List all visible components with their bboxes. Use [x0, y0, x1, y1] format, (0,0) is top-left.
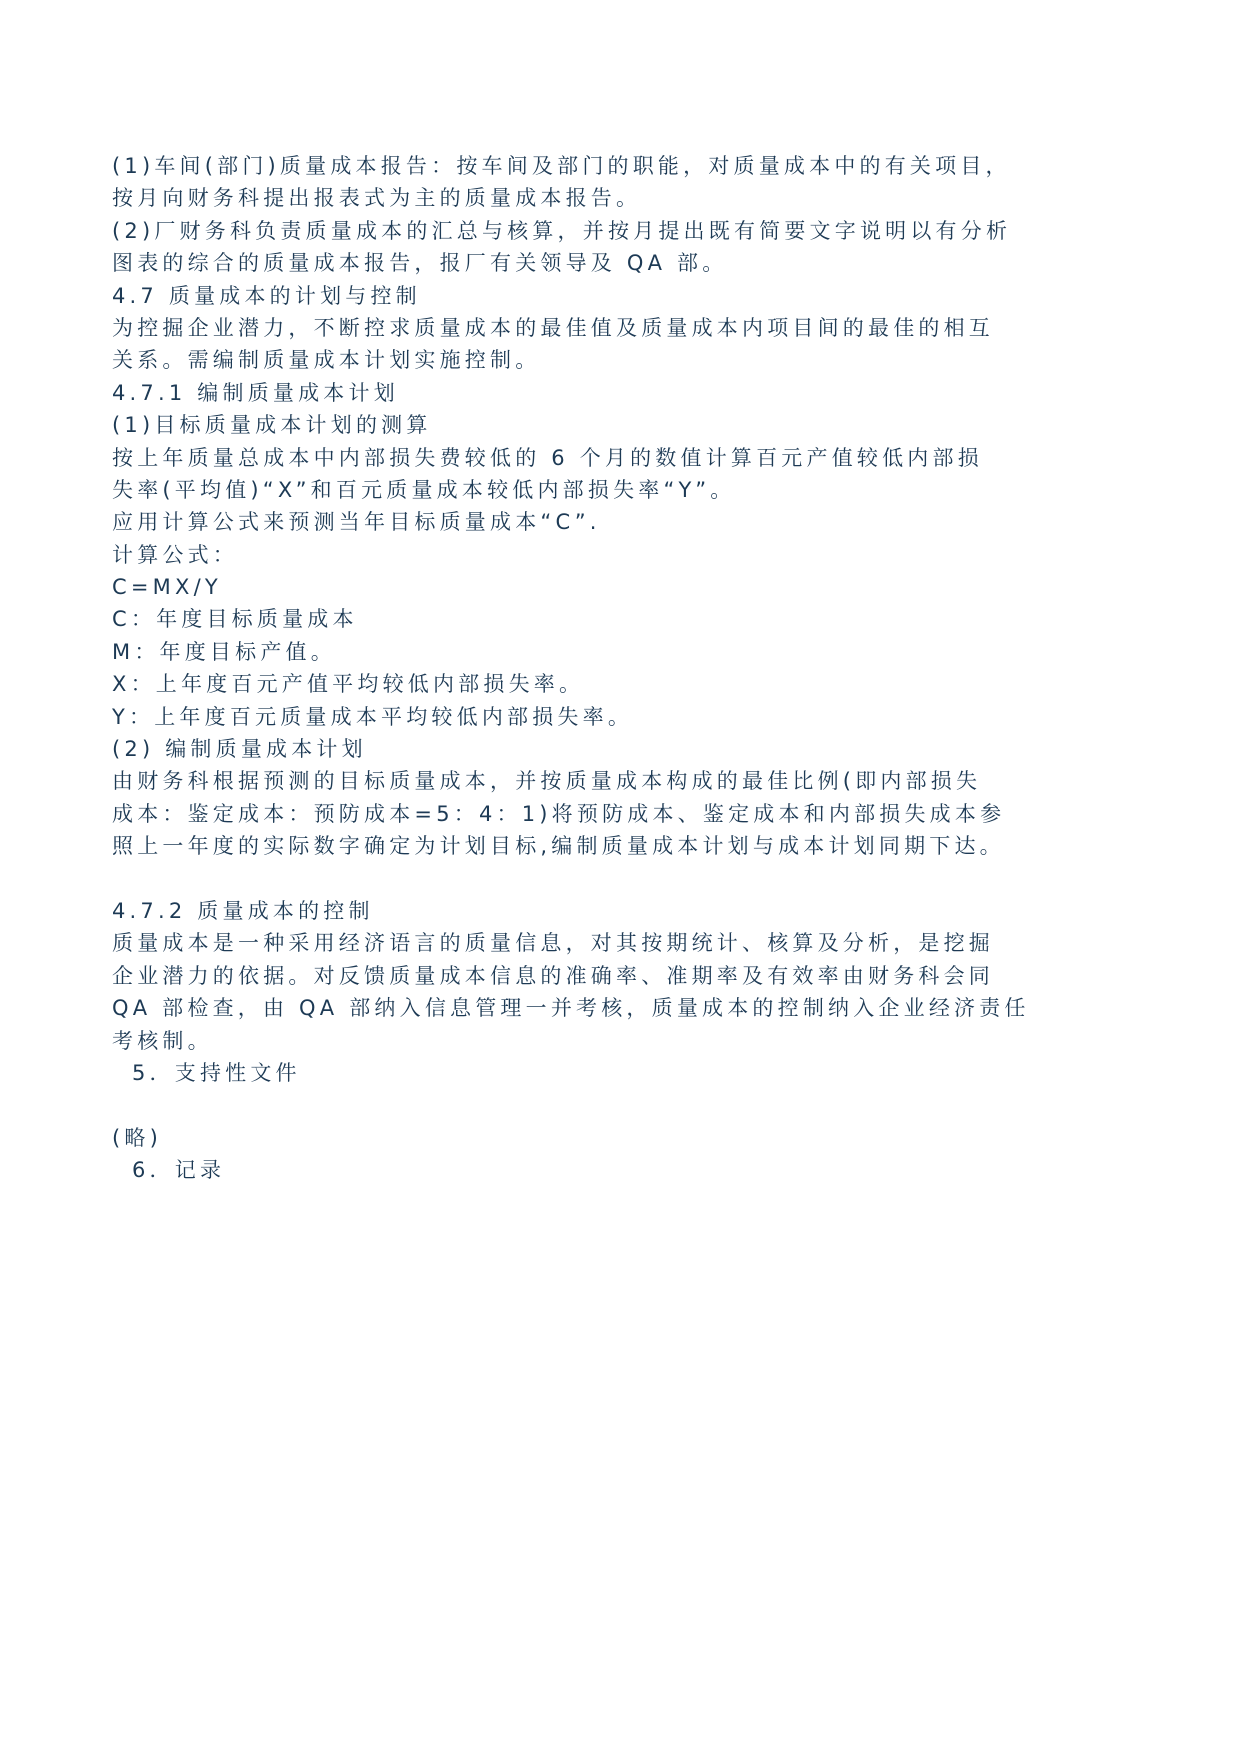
- text-line: 应用计算公式来预测当年目标质量成本“C”.: [112, 510, 601, 535]
- text-line: (2) 编制质量成本计划: [112, 737, 367, 762]
- text-line: QA 部检查，由 QA 部纳入信息管理一并考核，质量成本的控制纳入企业经济责任: [112, 996, 1030, 1021]
- text-line: 企业潜力的依据。对反馈质量成本信息的准确率、准期率及有效率由财务科会同: [112, 963, 994, 988]
- text-line: 成本：鉴定成本：预防成本=5：4：1)将预防成本、鉴定成本和内部损失成本参: [112, 801, 1006, 826]
- text-line: 按上年质量总成本中内部损失费较低的 6 个月的数值计算百元产值较低内部损: [112, 445, 983, 470]
- formula: C=MX/Y: [112, 575, 222, 600]
- document-page: [112, 150, 1132, 1187]
- section-heading: 5．支持性文件: [132, 1060, 301, 1085]
- text-line: 为控掘企业潜力，不断控求质量成本的最佳值及质量成本内项目间的最佳的相互: [112, 315, 994, 340]
- text-line: 考核制。: [112, 1028, 213, 1053]
- formula-definition: X：上年度百元产值平均较低内部损失率。: [112, 672, 585, 697]
- text-line: (略): [112, 1125, 162, 1150]
- blank-line: [112, 863, 1132, 895]
- text-line: (1)目标质量成本计划的测算: [112, 413, 432, 438]
- section-heading: 6．记录: [132, 1158, 226, 1183]
- formula-definition: M：年度目标产值。: [112, 639, 336, 664]
- blank-line: [112, 1089, 1132, 1121]
- formula-definition: Y：上年度百元质量成本平均较低内部损失率。: [112, 704, 634, 729]
- formula-definition: C：年度目标质量成本: [112, 607, 358, 632]
- text-line: 按月向财务科提出报表式为主的质量成本报告。: [112, 186, 642, 211]
- text-line: 图表的综合的质量成本报告，报厂有关领导及 QA 部。: [112, 251, 728, 276]
- text-line: 计算公式：: [112, 542, 238, 567]
- text-line: 质量成本是一种采用经济语言的质量信息，对其按期统计、核算及分析，是挖掘: [112, 931, 994, 956]
- text-line: 照上一年度的实际数字确定为计划目标,编制质量成本计划与成本计划同期下达。: [112, 834, 1005, 859]
- text-line: 失率(平均值)“X”和百元质量成本较低内部损失率“Y”。: [112, 477, 736, 502]
- subsection-heading: 4.7.1 编制质量成本计划: [112, 380, 399, 405]
- text-line: 由财务科根据预测的目标质量成本，并按质量成本构成的最佳比例(即内部损失: [112, 769, 982, 794]
- text-line: (2)厂财务科负责质量成本的汇总与核算，并按月提出既有简要文字说明以有分析: [112, 218, 1012, 243]
- section-heading: 4.7 质量成本的计划与控制: [112, 283, 421, 308]
- subsection-heading: 4.7.2 质量成本的控制: [112, 898, 374, 923]
- text-line: 关系。需编制质量成本计划实施控制。: [112, 348, 541, 373]
- text-line: (1)车间(部门)质量成本报告：按车间及部门的职能，对质量成本中的有关项目，: [112, 154, 1011, 178]
